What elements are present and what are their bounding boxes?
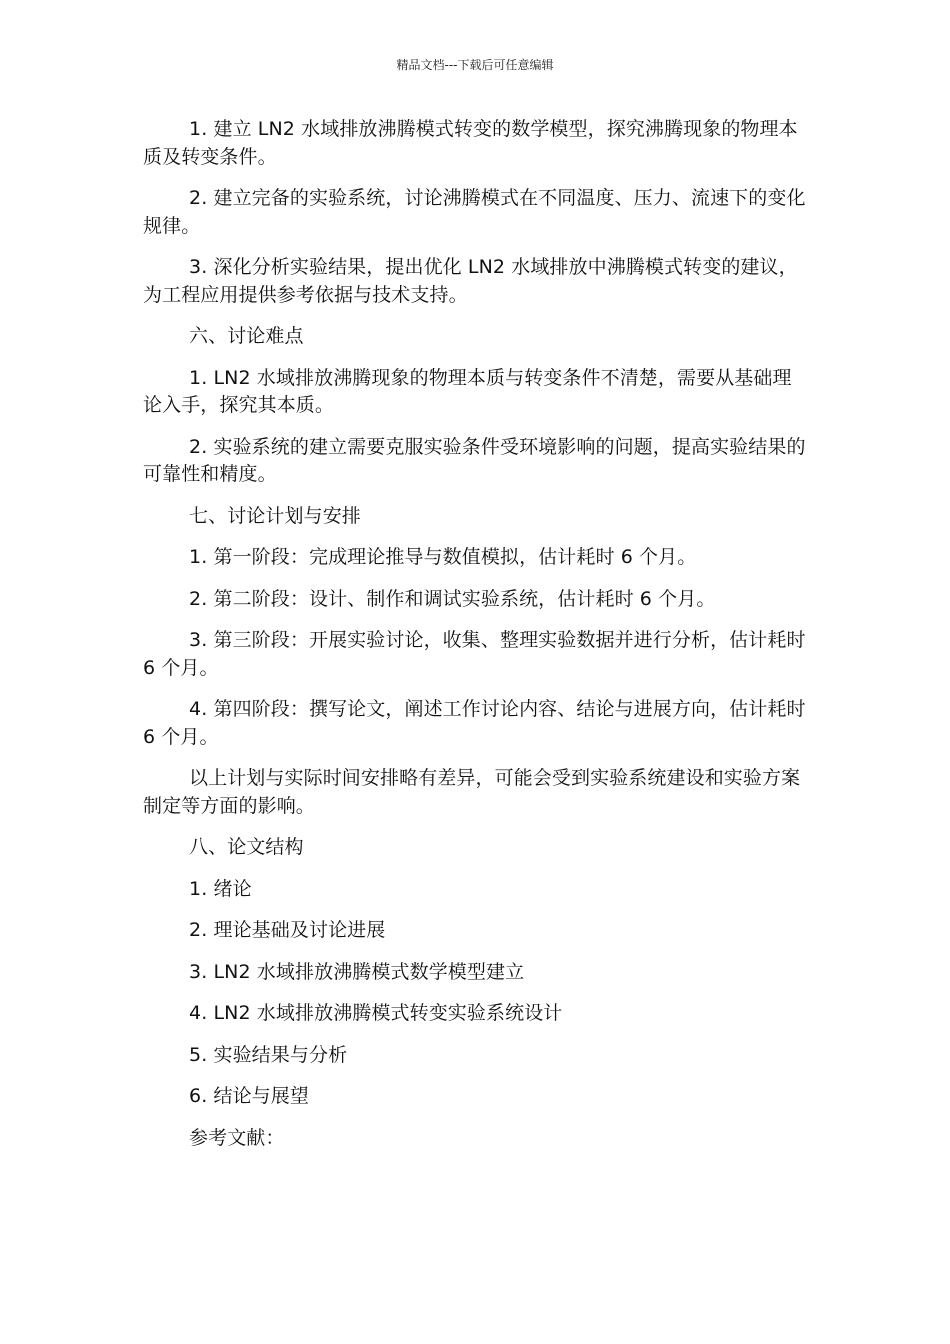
- paragraph: 1. 第一阶段：完成理论推导与数值模拟，估计耗时 6 个月。: [189, 546, 697, 568]
- paragraph: 1. LN2 水域排放沸腾现象的物理本质与转变条件不清楚，需要从基础理论入手，探究其本质。: [143, 366, 792, 416]
- list-item: 1. 绪论: [189, 877, 252, 900]
- paragraph: 3. 第三阶段：开展实验讨论，收集、整理实验数据并进行分析，估计耗时 6 个月。: [143, 629, 806, 679]
- list-item: 5. 实验结果与分析: [189, 1043, 348, 1066]
- section-heading: 七、讨论计划与安排: [189, 504, 361, 527]
- paragraph: 以上计划与实际时间安排略有差异，可能会受到实验系统建设和实验方案制定等方面的影响。: [143, 767, 801, 817]
- paragraph: 4. 第四阶段：撰写论文，阐述工作讨论内容、结论与进展方向，估计耗时 6 个月。: [143, 698, 806, 748]
- list-item: 2. 理论基础及讨论进展: [189, 919, 386, 941]
- document-body: [143, 116, 806, 1166]
- list-item: 6. 结论与展望: [189, 1085, 309, 1107]
- paragraph: 2. 建立完备的实验系统，讨论沸腾模式在不同温度、压力、流速下的变化规律。: [143, 187, 806, 237]
- paragraph: 2. 实验系统的建立需要克服实验条件受环境影响的问题，提高实验结果的可靠性和精度。: [143, 435, 806, 485]
- page-header: 精品文档---下载后可任意编辑: [396, 58, 554, 72]
- paragraph: 3. 深化分析实验结果，提出优化 LN2 水域排放中沸腾模式转变的建议，为工程应用提供参考依据与技术支持。: [143, 256, 798, 306]
- list-item: 3. LN2 水域排放沸腾模式数学模型建立: [189, 960, 525, 983]
- paragraph: 1. 建立 LN2 水域排放沸腾模式转变的数学模型，探究沸腾现象的物理本质及转变条件。: [143, 118, 798, 168]
- section-heading: 六、讨论难点: [189, 325, 304, 347]
- section-heading: 八、论文结构: [189, 836, 304, 858]
- references-heading: 参考文献：: [189, 1126, 285, 1149]
- paragraph: 2. 第二阶段：设计、制作和调试实验系统，估计耗时 6 个月。: [189, 587, 716, 610]
- list-item: 4. LN2 水域排放沸腾模式转变实验系统设计: [189, 1002, 563, 1024]
